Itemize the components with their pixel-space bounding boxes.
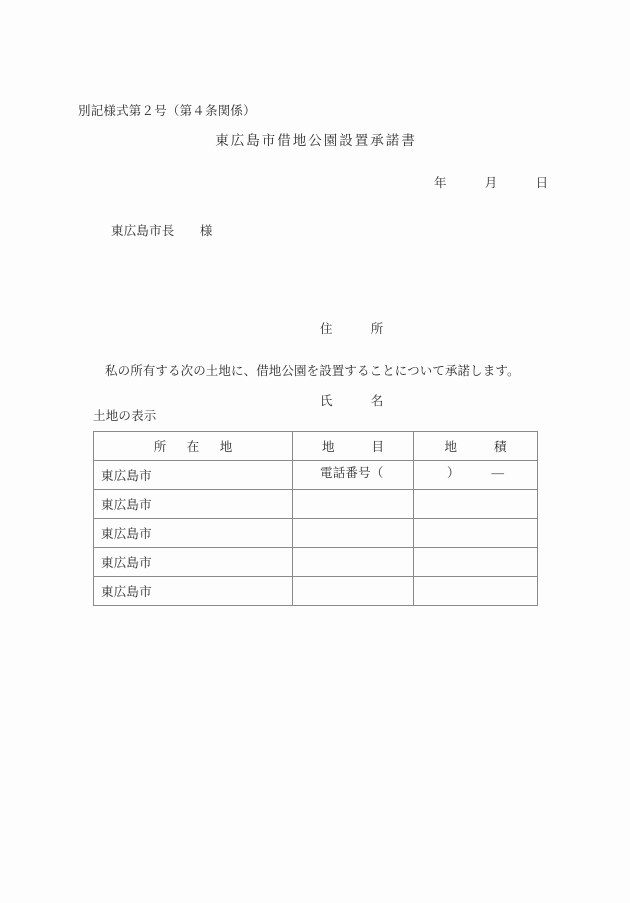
cell-category[interactable] xyxy=(293,577,414,606)
cell-location: 東広島市 xyxy=(94,519,293,548)
cell-area[interactable] xyxy=(414,461,538,490)
cell-location: 東広島市 xyxy=(94,461,293,490)
land-details-table xyxy=(93,431,538,606)
cell-area[interactable] xyxy=(414,577,538,606)
column-header-location: 所 在 地 xyxy=(94,432,293,461)
table-header-row xyxy=(94,432,538,461)
form-number-label: 別記様式第２号（第４条関係） xyxy=(78,104,256,118)
cell-location: 東広島市 xyxy=(94,577,293,606)
cell-category[interactable] xyxy=(293,490,414,519)
column-header-area: 地 積 xyxy=(414,432,538,461)
cell-location: 東広島市 xyxy=(94,490,293,519)
sender-address-label: 住 所 xyxy=(320,322,384,336)
cell-category[interactable] xyxy=(293,461,414,490)
sender-phone-label: 電話番号（ ） ― xyxy=(320,466,505,480)
table-row xyxy=(94,490,538,519)
cell-category[interactable] xyxy=(293,519,414,548)
cell-location: 東広島市 xyxy=(94,548,293,577)
consent-statement: 私の所有する次の土地に、借地公園を設置することについて承諾します。 xyxy=(105,364,520,378)
cell-area[interactable] xyxy=(414,490,538,519)
land-table-header xyxy=(94,432,538,461)
table-row xyxy=(94,548,538,577)
column-header-category: 地 目 xyxy=(293,432,414,461)
table-row xyxy=(94,577,538,606)
cell-area[interactable] xyxy=(414,548,538,577)
page-title: 東広島市借地公園設置承諾書 xyxy=(215,133,417,148)
cell-area[interactable] xyxy=(414,519,538,548)
table-row xyxy=(94,519,538,548)
addressee-line: 東広島市長 様 xyxy=(111,224,213,238)
date-line: 年 月 日 xyxy=(434,176,549,190)
land-table-caption: 土地の表示 xyxy=(93,409,157,423)
table-row xyxy=(94,461,538,490)
cell-category[interactable] xyxy=(293,548,414,577)
sender-name-label: 氏 名 xyxy=(320,394,384,408)
land-table-body xyxy=(94,461,538,606)
